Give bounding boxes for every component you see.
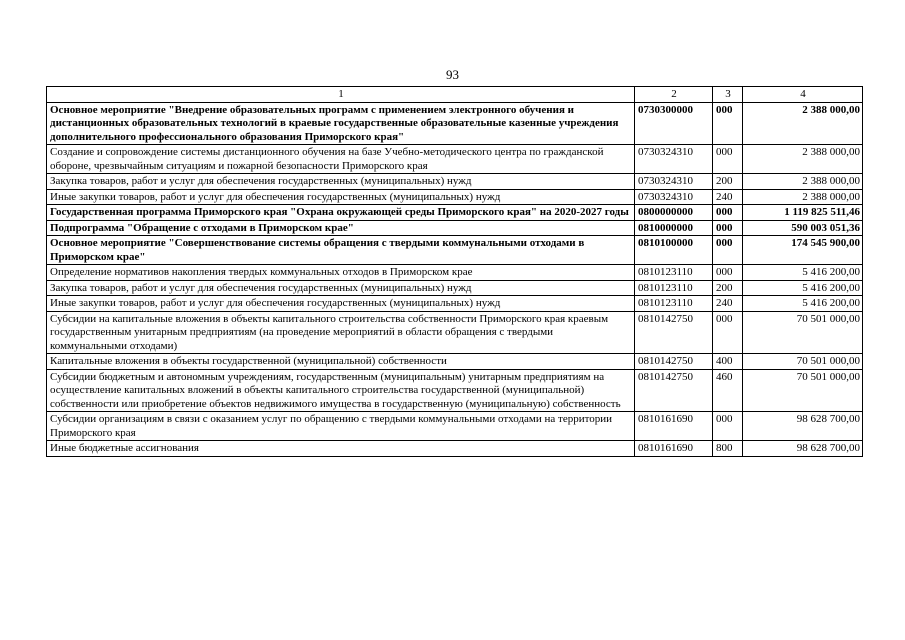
- header-cell-code: 2: [635, 87, 713, 103]
- row-name: Иные бюджетные ассигнования: [47, 441, 635, 457]
- row-sum: 70 501 000,00: [743, 354, 863, 370]
- row-name: Субсидии на капитальные вложения в объекты капитального строительства собственности Приморского края краевым государственным унитарным предприятиям (на проведение мероприятий в области обращения с твердыми коммунальными отходами): [47, 311, 635, 354]
- row-name: Закупка товаров, работ и услуг для обеспечения государственных (муниципальных) нужд: [47, 174, 635, 190]
- row-code: 0810142750: [635, 369, 713, 412]
- table-row: [47, 280, 863, 296]
- row-name: Иные закупки товаров, работ и услуг для обеспечения государственных (муниципальных) нужд: [47, 296, 635, 312]
- header-cell-sum: 4: [743, 87, 863, 103]
- row-sum: 2 388 000,00: [743, 102, 863, 145]
- row-name: Создание и сопровождение системы дистанционного обучения на базе Учебно-методического центра по гражданской обороне, чрезвычайным ситуациям и пожарной безопасности Приморского края: [47, 145, 635, 174]
- row-type: 200: [713, 280, 743, 296]
- row-code: 0730324310: [635, 145, 713, 174]
- table-row: [47, 412, 863, 441]
- row-name: Основное мероприятие "Внедрение образовательных программ с применением электронного обучения и дистанционных образовательных технологий в краевые государственные образовательные казенные учреждения дополнительного профессионального образования Приморского края": [47, 102, 635, 145]
- row-sum: 2 388 000,00: [743, 174, 863, 190]
- header-cell-name: 1: [47, 87, 635, 103]
- row-type: 000: [713, 265, 743, 281]
- table-row: [47, 174, 863, 190]
- table-row: [47, 189, 863, 205]
- row-type: 000: [713, 412, 743, 441]
- row-name: Закупка товаров, работ и услуг для обеспечения государственных (муниципальных) нужд: [47, 280, 635, 296]
- row-sum: 98 628 700,00: [743, 412, 863, 441]
- table-row: [47, 145, 863, 174]
- row-sum: 70 501 000,00: [743, 311, 863, 354]
- row-name: Капитальные вложения в объекты государственной (муниципальной) собственности: [47, 354, 635, 370]
- table-row: [47, 102, 863, 145]
- row-name: Иные закупки товаров, работ и услуг для обеспечения государственных (муниципальных) нужд: [47, 189, 635, 205]
- row-code: 0810161690: [635, 412, 713, 441]
- row-code: 0730300000: [635, 102, 713, 145]
- table-row: [47, 354, 863, 370]
- table-row: [47, 296, 863, 312]
- row-name: Государственная программа Приморского края "Охрана окружающей среды Приморского края" на 2020-2027 годы: [47, 205, 635, 221]
- row-type: 000: [713, 236, 743, 265]
- table-row: [47, 265, 863, 281]
- row-sum: 98 628 700,00: [743, 441, 863, 457]
- table-row: [47, 205, 863, 221]
- row-sum: 5 416 200,00: [743, 296, 863, 312]
- row-code: 0800000000: [635, 205, 713, 221]
- row-name: Определение нормативов накопления твердых коммунальных отходов в Приморском крае: [47, 265, 635, 281]
- row-sum: 174 545 900,00: [743, 236, 863, 265]
- row-type: 200: [713, 174, 743, 190]
- row-code: 0730324310: [635, 189, 713, 205]
- row-sum: 590 003 051,36: [743, 220, 863, 236]
- row-sum: 70 501 000,00: [743, 369, 863, 412]
- row-code: 0810142750: [635, 354, 713, 370]
- row-sum: 5 416 200,00: [743, 280, 863, 296]
- row-name: Основное мероприятие "Совершенствование системы обращения с твердыми коммунальными отходами в Приморском крае": [47, 236, 635, 265]
- row-type: 000: [713, 102, 743, 145]
- row-name: Субсидии бюджетным и автономным учреждениям, государственным (муниципальным) унитарным предприятиям на осуществление капитальных вложений в объекты капитального строительства государственной (муниципальной) собственности или приобретение объектов недвижимого имущества в государственную (муниципальную) собственность: [47, 369, 635, 412]
- table-row: [47, 311, 863, 354]
- table-row: [47, 369, 863, 412]
- row-sum: 1 119 825 511,46: [743, 205, 863, 221]
- row-code: 0810123110: [635, 296, 713, 312]
- row-type: 240: [713, 296, 743, 312]
- row-type: 000: [713, 205, 743, 221]
- row-code: 0810123110: [635, 280, 713, 296]
- table-row: [47, 220, 863, 236]
- page-number: 93: [446, 67, 459, 82]
- row-code: 0810123110: [635, 265, 713, 281]
- row-code: 0810161690: [635, 441, 713, 457]
- row-code: 0730324310: [635, 174, 713, 190]
- row-sum: 2 388 000,00: [743, 189, 863, 205]
- row-type: 240: [713, 189, 743, 205]
- row-type: 000: [713, 311, 743, 354]
- table-row: [47, 236, 863, 265]
- row-sum: 5 416 200,00: [743, 265, 863, 281]
- row-type: 800: [713, 441, 743, 457]
- table-row: [47, 441, 863, 457]
- row-type: 000: [713, 220, 743, 236]
- row-code: 0810142750: [635, 311, 713, 354]
- row-type: 000: [713, 145, 743, 174]
- row-name: Субсидии организациям в связи с оказанием услуг по обращению с твердыми коммунальными отходами на территории Приморского края: [47, 412, 635, 441]
- row-code: 0810000000: [635, 220, 713, 236]
- row-code: 0810100000: [635, 236, 713, 265]
- header-cell-type: 3: [713, 87, 743, 103]
- row-sum: 2 388 000,00: [743, 145, 863, 174]
- row-name: Подпрограмма "Обращение с отходами в Приморском крае": [47, 220, 635, 236]
- header-row: [47, 87, 863, 103]
- row-type: 460: [713, 369, 743, 412]
- budget-table: [46, 86, 863, 457]
- row-type: 400: [713, 354, 743, 370]
